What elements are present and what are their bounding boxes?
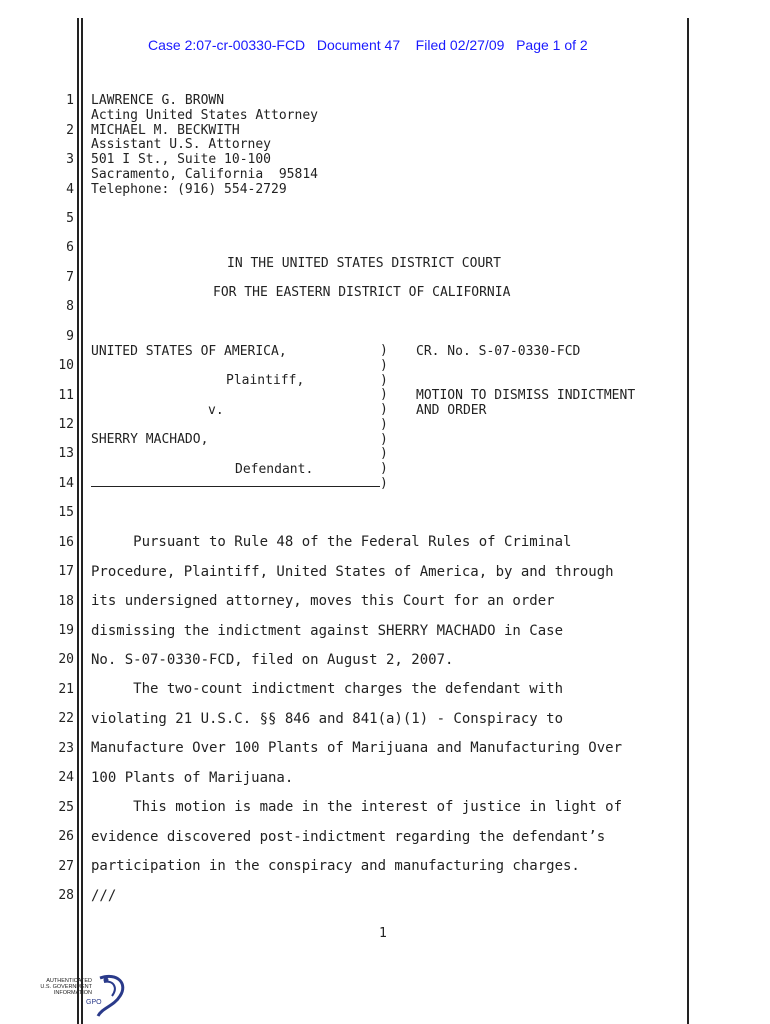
counsel-line: Acting United States Attorney: [91, 108, 318, 123]
counsel-line: Assistant U.S. Attorney: [91, 137, 272, 152]
plaintiff-name: UNITED STATES OF AMERICA,: [91, 344, 287, 359]
body-line: No. S-07-0330-FCD, filed on August 2, 2007.: [91, 652, 454, 668]
body-line: dismissing the indictment against SHERRY MACHADO in Case: [91, 623, 564, 639]
line-number: 16: [58, 535, 74, 550]
counsel-line: Sacramento, California 95814: [91, 167, 318, 182]
line-number: 12: [58, 417, 74, 432]
body-line: its undersigned attorney, moves this Court for an order: [91, 593, 555, 609]
gpo-authentication-seal-icon: [40, 970, 130, 1018]
right-margin-rule: [687, 18, 689, 1024]
left-margin-rule-1: [77, 18, 79, 1024]
body-line: This motion is made in the interest of justice in light of: [91, 799, 623, 815]
line-number: 1: [66, 93, 74, 108]
body-line: evidence discovered post-indictment regarding the defendant’s: [91, 829, 606, 845]
line-number: 24: [58, 770, 74, 785]
body-line: 100 Plants of Marijuana.: [91, 770, 294, 786]
body-line: Procedure, Plaintiff, United States of America, by and through: [91, 564, 614, 580]
line-number: 26: [58, 829, 74, 844]
body-line: Manufacture Over 100 Plants of Marijuana and Manufacturing Over: [91, 740, 623, 756]
body-line: The two-count indictment charges the defendant with: [91, 681, 564, 697]
seal-text-line1: AUTHENTICATED: [46, 978, 92, 984]
line-number: 11: [58, 388, 74, 403]
plaintiff-role: Plaintiff,: [226, 373, 305, 388]
court-title-line1: IN THE UNITED STATES DISTRICT COURT: [227, 256, 501, 271]
line-number: 5: [66, 211, 74, 226]
left-margin-rule-2: [81, 18, 83, 1024]
body-line: Pursuant to Rule 48 of the Federal Rules of Criminal: [91, 534, 572, 550]
line-number: 17: [58, 564, 74, 579]
line-number: 4: [66, 182, 74, 197]
defendant-name: SHERRY MACHADO,: [91, 432, 209, 447]
page-number: 1: [379, 926, 387, 941]
line-number: 15: [58, 505, 74, 520]
line-number: 2: [66, 123, 74, 138]
body-line: participation in the conspiracy and manufacturing charges.: [91, 858, 580, 874]
counsel-line: MICHAEL M. BECKWITH: [91, 123, 240, 138]
line-number: 13: [58, 446, 74, 461]
line-number: 28: [58, 888, 74, 903]
caption-paren-column: ) ) ) ) ) ) ) ) ) ): [380, 343, 388, 491]
counsel-line: LAWRENCE G. BROWN: [91, 93, 225, 108]
line-number: 19: [58, 623, 74, 638]
line-number: 27: [58, 859, 74, 874]
line-number: 6: [66, 240, 74, 255]
counsel-line: Telephone: (916) 554-2729: [91, 182, 287, 197]
line-number: 18: [58, 594, 74, 609]
body-line: ///: [91, 888, 117, 904]
document-title-line1: MOTION TO DISMISS INDICTMENT: [416, 388, 636, 403]
defendant-role: Defendant.: [235, 462, 314, 477]
line-number: 10: [58, 358, 74, 373]
seal-text-gpo: GPO: [86, 999, 102, 1006]
counsel-line: 501 I St., Suite 10-100: [91, 152, 272, 167]
seal-text-line2: U.S. GOVERNMENT: [40, 984, 92, 990]
line-number: 14: [58, 476, 74, 491]
document-title-line2: AND ORDER: [416, 403, 487, 418]
court-title-line2: FOR THE EASTERN DISTRICT OF CALIFORNIA: [213, 285, 511, 300]
line-number: 23: [58, 741, 74, 756]
case-number: CR. No. S-07-0330-FCD: [416, 344, 581, 359]
case-header: Case 2:07-cr-00330-FCD Document 47 Filed 02/27/09 Page 1 of 2: [148, 37, 588, 53]
line-number: 21: [58, 682, 74, 697]
line-number: 22: [58, 711, 74, 726]
line-number: 7: [66, 270, 74, 285]
line-number: 8: [66, 299, 74, 314]
versus: v.: [208, 403, 224, 418]
line-number: 20: [58, 652, 74, 667]
caption-underline: [91, 486, 380, 487]
body-line: violating 21 U.S.C. §§ 846 and 841(a)(1) - Conspiracy to: [91, 711, 564, 727]
line-number: 9: [66, 329, 74, 344]
line-number: 3: [66, 152, 74, 167]
line-number: 25: [58, 800, 74, 815]
seal-text-line3: INFORMATION: [53, 990, 92, 996]
